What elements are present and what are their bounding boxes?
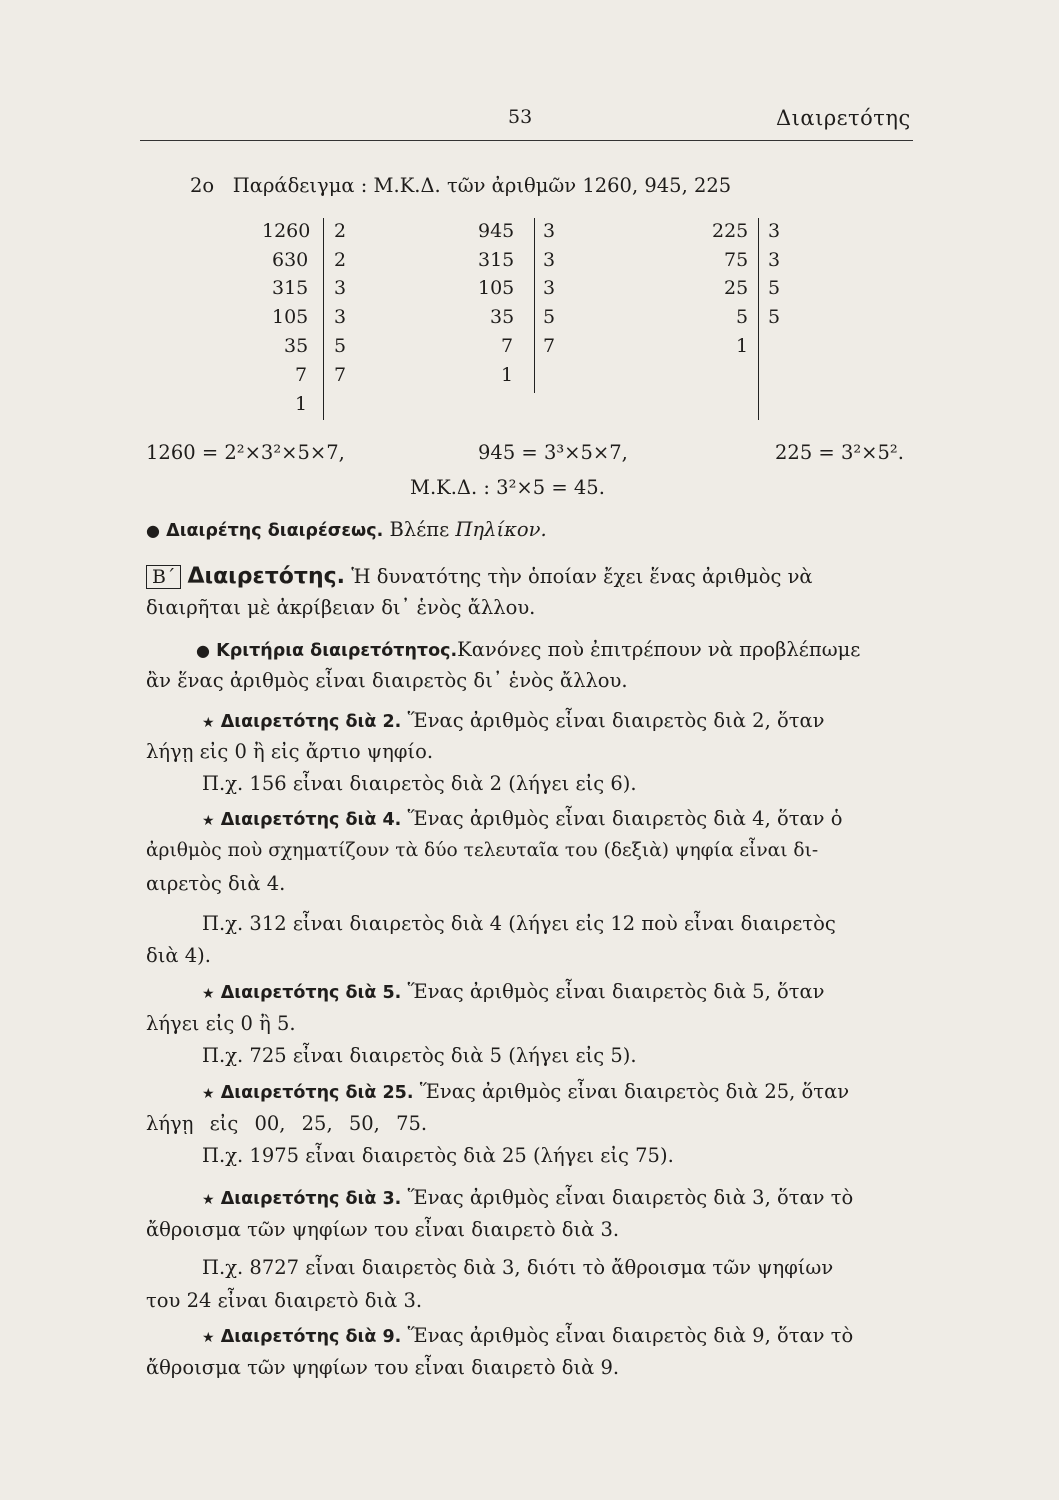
table-cell: 2 bbox=[334, 249, 347, 271]
entry-term: Διαιρέτης διαιρέσεως. bbox=[166, 521, 384, 541]
table-cell: 105 bbox=[272, 306, 309, 328]
gcd-result: Μ.Κ.Δ. : 3²×5 = 45. bbox=[410, 476, 605, 499]
rule-text: αιρετὸς διὰ 4. bbox=[146, 872, 286, 895]
table-cell: 2 bbox=[334, 220, 347, 242]
table-cell: 7 bbox=[334, 364, 347, 386]
rule-text: Ἕνας ἀριθμὸς εἶναι διαιρετὸς διὰ 2, ὅταν bbox=[407, 709, 825, 732]
rule-example: Π.χ. 1975 εἶναι διαιρετὸς διὰ 25 (λήγει εἰς 75). bbox=[202, 1144, 674, 1167]
rule-text: λήγῃ εἰς 00, 25, 50, 75. bbox=[146, 1112, 428, 1135]
factorization-945: 945 = 3³×5×7, bbox=[478, 441, 628, 464]
entry-criteria: ● Κριτήρια διαιρετότητος.Κανόνες ποὺ ἐπιτρέπουν νὰ προβλέπωμε bbox=[196, 638, 861, 661]
rule-5: ★ Διαιρετότης διὰ 5. Ἕνας ἀριθμὸς εἶναι διαιρετὸς διὰ 5, ὅταν bbox=[202, 980, 825, 1003]
rule-example: του 24 εἶναι διαιρετὸ διὰ 3. bbox=[146, 1289, 423, 1312]
cross-reference: Πηλίκον. bbox=[455, 518, 547, 541]
rule-text: ἄθροισμα τῶν ψηφίων του εἶναι διαιρετὸ διὰ 3. bbox=[146, 1218, 620, 1241]
table-cell: 5 bbox=[768, 306, 781, 328]
entry-heading: Διαιρετότης. bbox=[187, 564, 346, 589]
rule-example: Π.χ. 725 εἶναι διαιρετὸς διὰ 5 (λήγει εἰς 5). bbox=[202, 1044, 637, 1067]
table-cell: 3 bbox=[543, 249, 556, 271]
table-cell: 3 bbox=[334, 306, 347, 328]
definition-line: Ἡ δυνατότης τὴν ὁποίαν ἔχει ἕνας ἀριθμὸς νὰ bbox=[351, 565, 813, 588]
table-divider bbox=[534, 218, 535, 393]
page-number: 53 bbox=[508, 106, 533, 128]
definition-line: διαιρῆται μὲ ἀκρίβειαν δι᾽ ἑνὸς ἄλλου. bbox=[146, 596, 536, 619]
rule-term: Διαιρετότης διὰ 5. bbox=[220, 983, 402, 1003]
example-title: Παράδειγμα bbox=[232, 174, 355, 197]
rule-example: διὰ 4). bbox=[146, 944, 211, 967]
table-cell: 3 bbox=[334, 277, 347, 299]
table-cell: 225 bbox=[712, 220, 749, 242]
entry-divisor-division: ● Διαιρέτης διαιρέσεως. Βλέπε Πηλίκον. bbox=[146, 518, 547, 541]
rule-text: ἄθροισμα τῶν ψηφίων του εἶναι διαιρετὸ διὰ 9. bbox=[146, 1356, 620, 1379]
rule-term: Διαιρετότης διὰ 4. bbox=[220, 810, 402, 830]
table-cell: 315 bbox=[478, 249, 515, 271]
entry-divisibility bbox=[146, 564, 813, 589]
table-cell: 35 bbox=[284, 335, 309, 357]
table-cell: 3 bbox=[768, 249, 781, 271]
factorization-1260: 1260 = 2²×3²×5×7, bbox=[146, 441, 345, 464]
rule-text: Ἕνας ἀριθμὸς εἶναι διαιρετὸς διὰ 5, ὅταν bbox=[407, 980, 825, 1003]
table-cell: 105 bbox=[478, 277, 515, 299]
rule-text: λήγει εἰς 0 ἢ 5. bbox=[146, 1012, 296, 1035]
rule-3: ★ Διαιρετότης διὰ 3. Ἕνας ἀριθμὸς εἶναι διαιρετὸς διὰ 3, ὅταν τὸ bbox=[202, 1186, 854, 1209]
table-cell: 25 bbox=[724, 277, 749, 299]
table-divider bbox=[758, 218, 759, 420]
table-cell: 5 bbox=[768, 277, 781, 299]
rule-term: Διαιρετότης διὰ 3. bbox=[220, 1189, 402, 1209]
rule-25: ★ Διαιρετότης διὰ 25. Ἕνας ἀριθμὸς εἶναι διαιρετὸς διὰ 25, ὅταν bbox=[202, 1080, 850, 1103]
table-cell: 5 bbox=[736, 306, 749, 328]
criteria-text: Κανόνες ποὺ ἐπιτρέπουν νὰ προβλέπωμε bbox=[457, 638, 861, 661]
section-label-box: Β΄ bbox=[146, 565, 181, 589]
rule-text: Ἕνας ἀριθμὸς εἶναι διαιρετὸς διὰ 9, ὅταν τὸ bbox=[407, 1324, 854, 1347]
example-line bbox=[190, 174, 731, 197]
rule-text: Ἕνας ἀριθμὸς εἶναι διαιρετὸς διὰ 25, ὅταν bbox=[419, 1080, 850, 1103]
table-cell: 7 bbox=[295, 364, 308, 386]
rule-term: Διαιρετότης διὰ 9. bbox=[220, 1327, 402, 1347]
rule-example: Π.χ. 156 εἶναι διαιρετὸς διὰ 2 (λήγει εἰς 6). bbox=[202, 772, 637, 795]
table-cell: 1260 bbox=[262, 220, 311, 242]
table-cell: 7 bbox=[543, 335, 556, 357]
table-cell: 630 bbox=[272, 249, 309, 271]
rule-term: Διαιρετότης διὰ 2. bbox=[220, 712, 402, 732]
example-label: 2ο bbox=[190, 174, 215, 197]
table-cell: 7 bbox=[501, 335, 514, 357]
table-cell: 5 bbox=[543, 306, 556, 328]
rule-example: Π.χ. 8727 εἶναι διαιρετὸς διὰ 3, διότι τὸ ἄθροισμα τῶν ψηφίων bbox=[202, 1256, 834, 1279]
rule-text: Ἕνας ἀριθμὸς εἶναι διαιρετὸς διὰ 3, ὅταν τὸ bbox=[407, 1186, 854, 1209]
example-intro: : Μ.Κ.Δ. τῶν ἀριθμῶν 1260, 945, 225 bbox=[360, 174, 732, 197]
rule-text: ἀριθμὸς ποὺ σχηματίζουν τὰ δύο τελευταῖα του (δεξιὰ) ψηφία εἶναι δι- bbox=[146, 840, 819, 861]
table-cell: 35 bbox=[490, 306, 515, 328]
table-cell: 3 bbox=[768, 220, 781, 242]
criteria-text: ἂν ἕνας ἀριθμὸς εἶναι διαιρετὸς δι᾽ ἑνὸς ἄλλου. bbox=[146, 669, 628, 692]
rule-9: ★ Διαιρετότης διὰ 9. Ἕνας ἀριθμὸς εἶναι διαιρετὸς διὰ 9, ὅταν τὸ bbox=[202, 1324, 854, 1347]
table-cell: 1 bbox=[295, 393, 308, 415]
table-cell: 1 bbox=[501, 364, 514, 386]
table-cell: 75 bbox=[724, 249, 749, 271]
table-cell: 5 bbox=[334, 335, 347, 357]
see-label: Βλέπε bbox=[389, 518, 450, 541]
header-rule bbox=[140, 140, 913, 141]
table-cell: 1 bbox=[736, 335, 749, 357]
rule-2: ★ Διαιρετότης διὰ 2. Ἕνας ἀριθμὸς εἶναι διαιρετὸς διὰ 2, ὅταν bbox=[202, 709, 825, 732]
rule-text: Ἕνας ἀριθμὸς εἶναι διαιρετὸς διὰ 4, ὅταν ὁ bbox=[407, 807, 843, 830]
rule-example: Π.χ. 312 εἶναι διαιρετὸς διὰ 4 (λήγει εἰς 12 ποὺ εἶναι διαιρετὸς bbox=[202, 912, 836, 935]
table-divider bbox=[323, 218, 324, 420]
rule-term: Διαιρετότης διὰ 25. bbox=[220, 1083, 414, 1103]
table-cell: 945 bbox=[478, 220, 515, 242]
entry-term: Κριτήρια διαιρετότητος. bbox=[216, 641, 458, 661]
running-title: Διαιρετότης bbox=[776, 106, 911, 130]
table-cell: 3 bbox=[543, 220, 556, 242]
factorization-225: 225 = 3²×5². bbox=[775, 441, 904, 464]
table-cell: 3 bbox=[543, 277, 556, 299]
rule-text: λήγῃ εἰς 0 ἢ εἰς ἄρτιο ψηφίο. bbox=[146, 740, 434, 763]
table-cell: 315 bbox=[272, 277, 309, 299]
rule-4: ★ Διαιρετότης διὰ 4. Ἕνας ἀριθμὸς εἶναι διαιρετὸς διὰ 4, ὅταν ὁ bbox=[202, 807, 843, 830]
